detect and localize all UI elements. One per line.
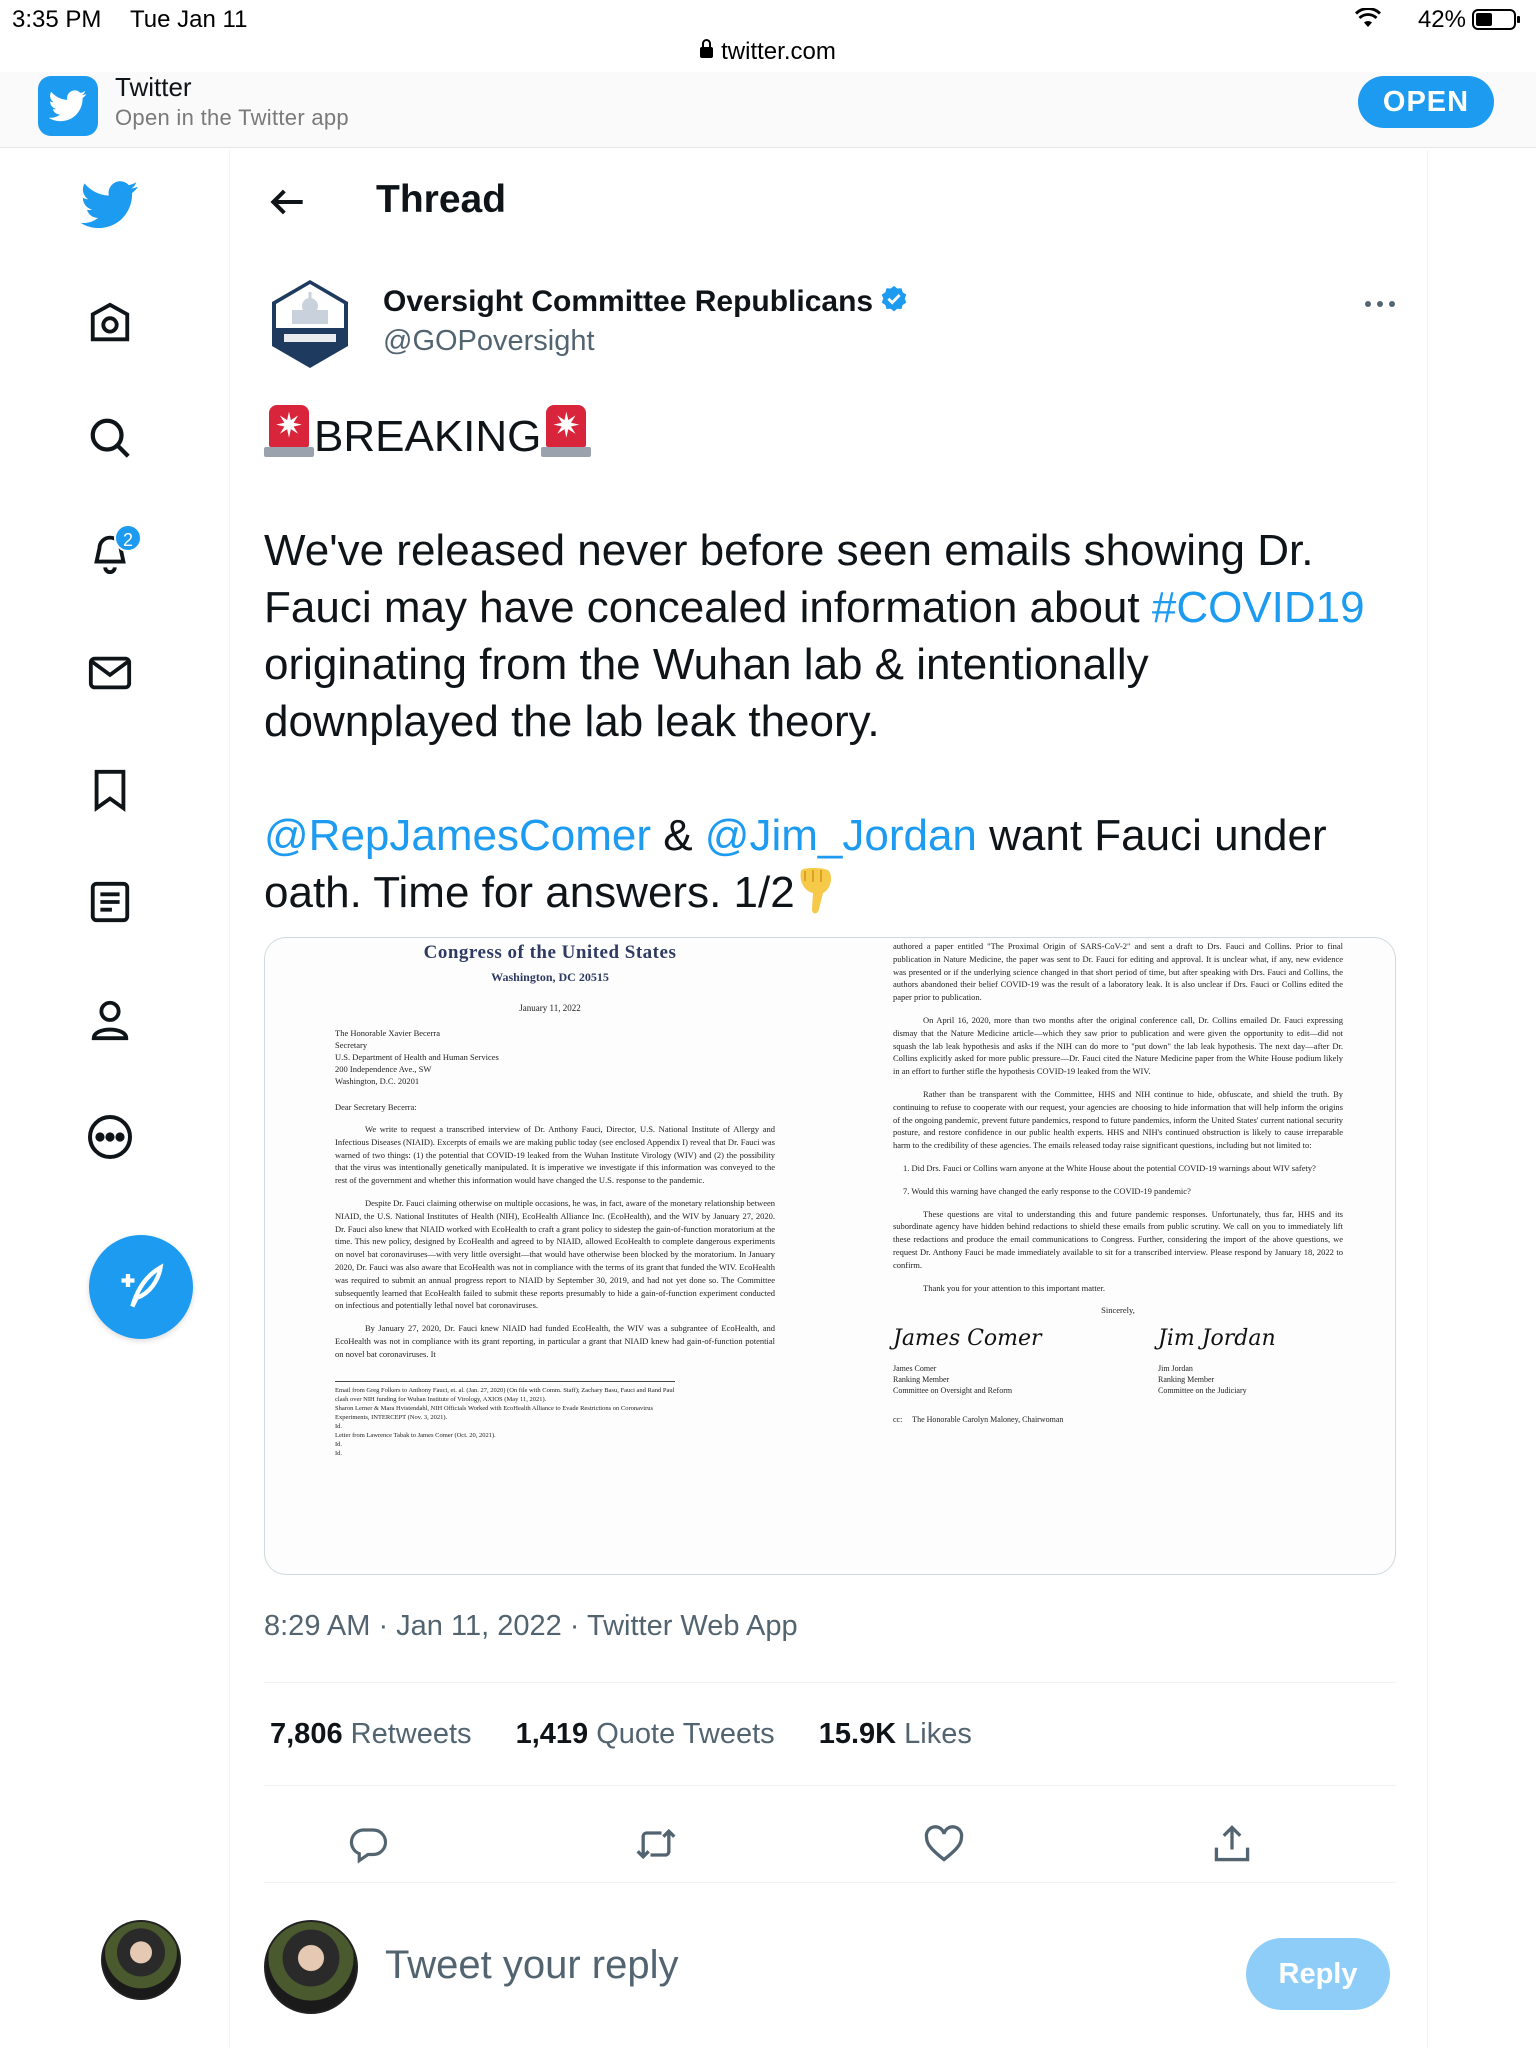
quote-tweets-stat[interactable] <box>516 1718 775 1750</box>
letter-paragraph: These questions are vital to understanding this and future pandemic responses. Unfortunately, thus far, HHS and its subordinate agency have hidden behind redactions to shield these emails from public scrutiny. We call on you to immediately lift these redactions and produce the email communications to Congress. Further, considering the import of the above questions, we request Dr. Anthony Fauci be made immediately available to sit for a transcribed interview. Please respond by January 18, 2022 to confirm. <box>893 1208 1343 1270</box>
author-handle[interactable]: @GOPoversight <box>383 325 595 357</box>
reply-input[interactable] <box>385 1935 1085 1995</box>
letter-cc: cc: The Honorable Carolyn Maloney, Chairwoman <box>893 1415 1064 1425</box>
quotes-label: Quote Tweets <box>596 1718 775 1750</box>
retweets-count: 7,806 <box>270 1718 343 1750</box>
app-banner <box>0 72 1536 148</box>
likes-count: 15.9K <box>818 1718 897 1750</box>
letter-paragraph: We write to request a transcribed interview of Dr. Anthony Fauci, Director, U.S. National Institute of Allergy and Infectious Diseases (NIAID). Excerpts of emails we are making public today (see enclosed Appendix I) reveal that Dr. Fauci was warned of two things: (1) the potential that COVID-19 leaked from the Wuhan Institute Virology (WIV) and (2) the possibility that the virus was intentionally genetically manipulated. It is imperative we investigate if this information was conveyed to the rest of the government and whether this information would have changed the U.S. response to the pandemic. <box>335 1124 775 1186</box>
more-options-icon[interactable] <box>1360 296 1400 312</box>
tweet-body-part2: originating from the Wuhan lab & intentionally downplayed the lab leak theory. <box>264 583 1377 746</box>
signatory-comer: James Comer Ranking Member Committee on Oversight and Reform <box>893 1364 1013 1396</box>
notification-badge: 2 <box>114 524 142 552</box>
battery-icon <box>1472 9 1516 30</box>
battery-percent: 42% <box>1417 6 1466 33</box>
search-icon[interactable] <box>80 408 140 468</box>
letter-closing: Sincerely, <box>1101 1305 1135 1316</box>
retweets-stat[interactable] <box>270 1718 472 1750</box>
pointing-down-emoji-icon <box>795 865 835 917</box>
verified-badge-icon <box>879 284 909 314</box>
likes-label: Likes <box>904 1718 972 1750</box>
letter-paragraph: Despite Dr. Fauci claiming otherwise on multiple occasions, he was, in fact, aware of the monetary relationship between NIAID, the U.S. National Institutes of Health (NIH), EcoHealth Alliance Inc. (EcoHealth), and the WIV by January 27, 2020. Dr. Fauci also knew that NIAID worked with EcoHealth to craft a grant policy to sidestep the gain-of-function moratorium at the time. This new policy, designed by EcoHealth and agreed to by NIAID, allowed EcoHealth to complete dangerous experiments on novel bat coronaviruses—with very little oversight—that would have otherwise been blocked by the moratorium. In January 2020, Dr. Fauci was also aware that EcoHealth was not in compliance with the terms of its grant that funded the WIV. EcoHealth was required to submit an annual progress report to NIAID by September 30, 2019, and had not yet done so. The Committee subsequently learned that EcoHealth failed to submit these reports presumably to hide a gain-of-function experiment conducted on infectious and potentially lethal novel bat coronaviruses. <box>335 1197 775 1311</box>
status-date: Tue Jan 11 <box>130 6 248 33</box>
reply-action[interactable] <box>342 1818 394 1870</box>
heart-icon <box>922 1822 966 1866</box>
tweet-timestamp[interactable]: 8:29 AM · Jan 11, 2022 · Twitter Web App <box>264 1610 798 1642</box>
like-action[interactable] <box>918 1818 970 1870</box>
more-menu-icon[interactable] <box>80 1107 140 1167</box>
letter-paragraph: On April 16, 2020, more than two months after the original conference call, Dr. Collins emailed Dr. Fauci expressing dismay that the Nature Medicine article—which they saw prior to publication and were given the opportunity to edit—did not squash the lab leak hypothesis and asks if the NIH can do more to "put down" the lab leak hypothesis. The next day—after Dr. Collins explicitly asked for more public pressure—Dr. Fauci cited the Nature Medicine paper from the White House podium likely in an effort to further stifle the hypothesis COVID-19 leaked from the WIV. <box>893 1014 1343 1077</box>
lock-icon <box>700 47 713 58</box>
sidebar <box>0 150 230 2048</box>
tweet-stats <box>270 1718 1008 1751</box>
tweet-image-letter[interactable] <box>264 937 1396 1575</box>
letter-footnotes: Email from Greg Folkers to Anthony Fauci, et. al. (Jan. 27, 2020) (On file with Comm. Staff); Zachary Basu, Fauci and Rand Paul clash over NIH funding for Wuhan Institute of Virology, AXIOS (May 11, 2021). Sharon Lerner & Mara Hvistendahl, NIH Officials Worked with EcoHealth Alliance to Evade Restrictions on Coronavirus Experiments, INTERCEPT (Nov. 3, 2021). Id. Letter from Lawrence Tabak to James Comer (Oct. 20, 2021). Id. Id. <box>335 1381 675 1458</box>
reply-icon <box>347 1823 389 1865</box>
messages-icon[interactable] <box>80 643 140 703</box>
tweet-text <box>264 405 1384 921</box>
letter-paragraph: Rather than be transparent with the Committee, HHS and NIH continue to hide, obfuscate, and shield the truth. By continuing to refuse to cooperate with our request, your agencies are choosing to hide information that will help inform the origins of the ongoing pandemic, prevent future pandemics, respond to future pandemics, inform the United States' current national security posture, and restore confidence in our public health experts. HHS and NIH's continued obstruction is likely to cause irreparable harm to the credibility of these agencies. The emails released today raise significant questions, including but not limited to: <box>893 1088 1344 1151</box>
share-icon <box>1210 1822 1254 1866</box>
open-app-button[interactable]: OPEN <box>1358 76 1494 128</box>
letter-page-2 <box>893 938 1343 1575</box>
twitter-logo-icon[interactable] <box>80 175 140 235</box>
rotating-light-emoji-icon: ✷ <box>264 405 314 457</box>
bookmarks-icon[interactable] <box>80 760 140 820</box>
letter-date: January 11, 2022 <box>519 1003 581 1013</box>
letter-paragraph: authored a paper entitled "The Proximal Origin of SARS-CoV-2" and sent a draft to Drs. Fauci and Collins. Prior to final publication in Nature Medicine, the paper was sent to Dr. Fauci for editing and approval. It is unclear what, if any, new evidence was presented or if the underlying science changed in that short period of time, but after speaking with Drs. Fauci and Collins, the authors abandoned their belief COVID-19 was the result of a laboratory leak. It is also unclear if Drs. Fauci or Collins edited the paper prior to publication. <box>893 941 1343 1003</box>
divider <box>264 1785 1396 1786</box>
tweet-actions <box>264 1800 1396 1890</box>
app-subtitle: Open in the Twitter app <box>115 105 349 130</box>
reply-user-avatar <box>264 1920 358 2014</box>
tweet-body-part3: want Fauci under oath. Time for answers. 1/2 <box>264 811 1339 917</box>
tweet-body-part1: We've released never before seen emails showing Dr. Fauci may have concealed information about <box>264 526 1326 632</box>
author-name[interactable]: Oversight Committee Republicans <box>383 285 874 318</box>
signatory-jordan: Jim Jordan Ranking Member Committee on the Judiciary <box>1158 1364 1247 1396</box>
mention-link-jordan[interactable]: @Jim_Jordan <box>704 811 977 860</box>
tweet-ampersand: & <box>651 811 705 860</box>
letter-salutation: Dear Secretary Becerra: <box>335 1102 417 1112</box>
author-name-row[interactable] <box>383 284 909 319</box>
profile-icon[interactable] <box>80 990 140 1050</box>
main-column <box>230 150 1428 2048</box>
hashtag-link[interactable]: #COVID19 <box>1151 583 1365 632</box>
divider <box>264 1682 1396 1683</box>
signature-jordan: Jim Jordan <box>1158 1326 1276 1352</box>
likes-stat[interactable] <box>819 1718 972 1750</box>
letter-addressee: The Honorable Xavier Becerra Secretary U.S. Department of Health and Human Services 200 Independence Ave., SW Washington, D.C. 20201 <box>335 1028 499 1086</box>
reply-button[interactable]: Reply <box>1246 1938 1390 2010</box>
compose-tweet-button[interactable] <box>89 1235 193 1339</box>
user-avatar[interactable] <box>101 1920 181 2000</box>
address-bar[interactable] <box>0 38 1536 72</box>
compose-tweet-icon <box>115 1261 167 1313</box>
letterhead-sub: Washington, DC 20515 <box>491 970 609 984</box>
signature-comer: James Comer <box>893 1326 1042 1352</box>
divider <box>264 1882 1396 1883</box>
letter-question: 1. Did Drs. Fauci or Collins warn anyone at the White House about the potential COVID-19 warnings about WIV safety? <box>903 1162 1316 1173</box>
author-avatar[interactable] <box>270 278 350 370</box>
letter-question: 7. Would this warning have changed the early response to the COVID-19 pandemic? <box>903 1185 1191 1196</box>
retweet-icon <box>634 1822 678 1866</box>
share-action[interactable] <box>1206 1818 1258 1870</box>
letter-thanks: Thank you for your attention to this important matter. <box>923 1282 1106 1293</box>
letter-paragraph: By January 27, 2020, Dr. Fauci knew NIAID had funded EcoHealth, the WIV was a subgrantee of EcoHealth, and EcoHealth was not in compliance with its grant reporting, in particular a grant that NIAID knew had gain-of-function potential on novel bat coronaviruses. It <box>335 1323 775 1359</box>
notifications-icon[interactable] <box>80 522 140 582</box>
home-icon[interactable] <box>80 293 140 353</box>
letter-page-1 <box>325 938 775 1575</box>
lists-icon[interactable] <box>80 872 140 932</box>
quotes-count: 1,419 <box>515 1718 589 1750</box>
back-arrow-icon[interactable] <box>266 180 310 224</box>
retweet-action[interactable] <box>630 1818 682 1870</box>
rotating-light-emoji-icon: ✷ <box>541 405 591 457</box>
url-text: twitter.com <box>721 38 836 65</box>
wifi-icon <box>1355 8 1381 28</box>
signature-block <box>893 1326 1343 1413</box>
status-bar <box>0 0 1536 40</box>
twitter-app-icon <box>38 76 98 136</box>
page-title: Thread <box>376 178 507 221</box>
retweets-label: Retweets <box>350 1718 472 1750</box>
letterhead: Congress of the United States <box>423 942 677 963</box>
app-name: Twitter <box>115 72 192 102</box>
mention-link-comer[interactable]: @RepJamesComer <box>264 811 651 860</box>
status-time: 3:35 PM <box>12 6 102 33</box>
breaking-label: BREAKING <box>314 412 542 461</box>
